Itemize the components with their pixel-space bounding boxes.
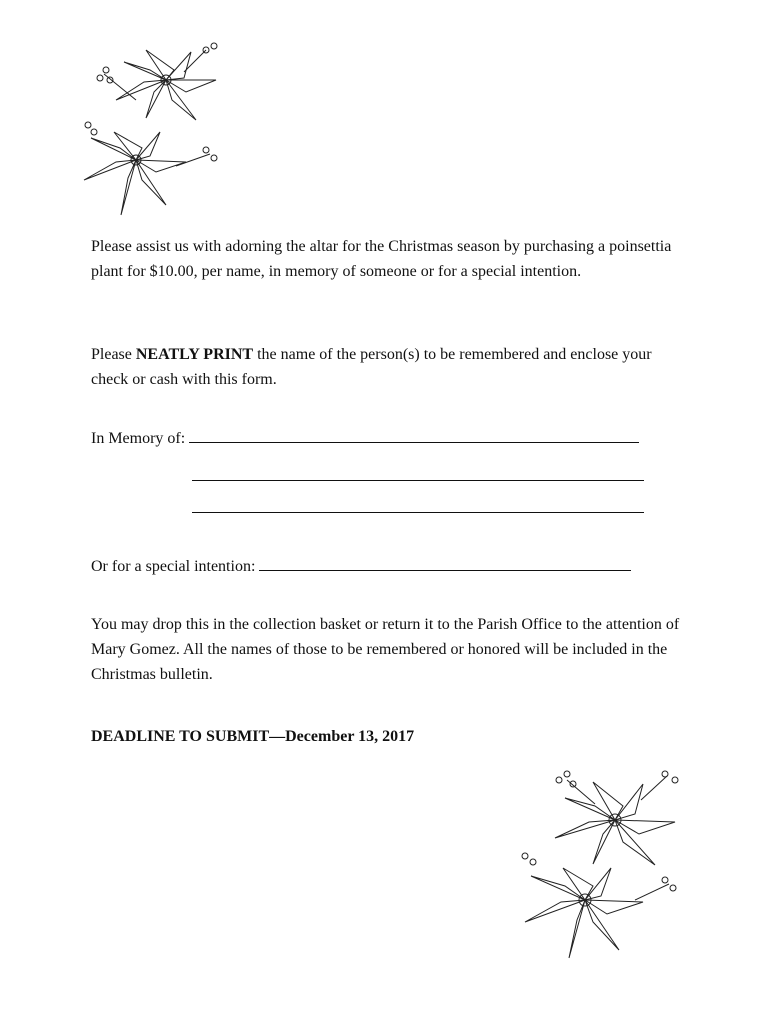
- neatly-print-emphasis: NEATLY PRINT: [135, 346, 254, 363]
- instructions-prefix: Please: [91, 346, 136, 363]
- special-intention-line[interactable]: [259, 556, 631, 571]
- poinsettia-icon: [515, 760, 690, 960]
- drop-off-paragraph: You may drop this in the collection basket or return it to the Parish Office to the attention of Mary Gomez. All the names of those to be remembered or honored will be included in the Christmas bulletin.: [91, 616, 680, 683]
- poinsettia-illustration-bottom: [515, 760, 690, 960]
- poinsettia-illustration-top: [76, 40, 226, 220]
- memory-row-2: [192, 466, 644, 488]
- memory-name-line-1[interactable]: [189, 428, 639, 443]
- deadline-text: DEADLINE TO SUBMIT—December 13, 2017: [91, 728, 415, 745]
- memory-row: [91, 428, 639, 450]
- special-intention-row: [91, 556, 631, 578]
- memory-label: In Memory of:: [91, 430, 190, 447]
- instructions-paragraph: [91, 342, 681, 392]
- poinsettia-icon: [76, 40, 226, 220]
- memory-row-3: [192, 498, 644, 520]
- intro-paragraph: Please assist us with adorning the altar for the Christmas season by purchasing a poinsettia plant for $10.00, per name, in memory of someone or for a special intention.: [91, 238, 672, 280]
- memory-name-line-2[interactable]: [192, 466, 644, 481]
- memory-name-line-3[interactable]: [192, 498, 644, 513]
- instructions-suffix: the name of the person(s) to be remembered and enclose your check or cash with this form.: [91, 346, 652, 388]
- special-intention-label: Or for a special intention:: [91, 558, 260, 575]
